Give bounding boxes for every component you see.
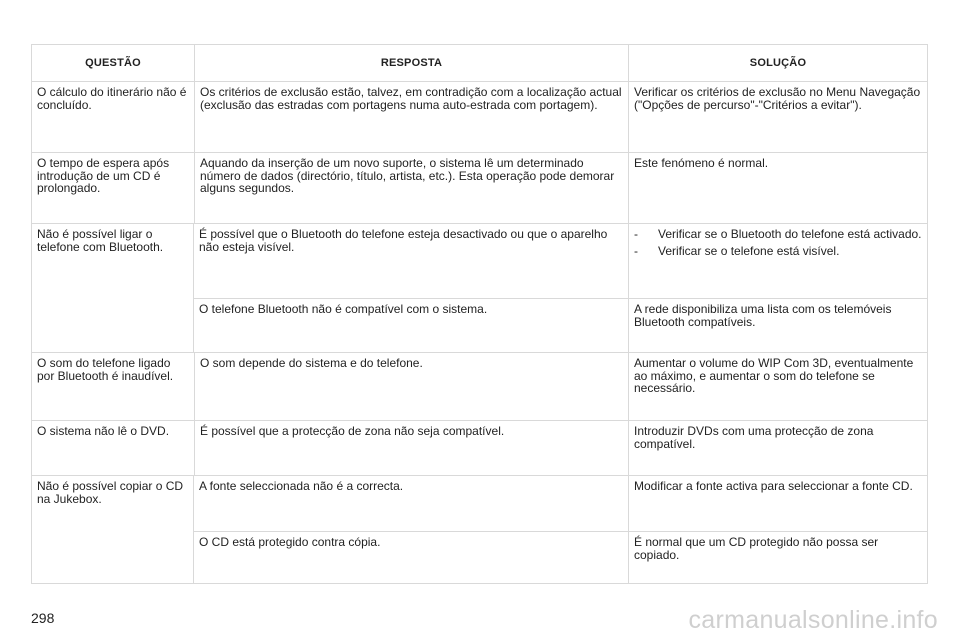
question-cell: Não é possível copiar o CD na Jukebox. [32,476,194,583]
solution-bullet: - Verificar se o telefone está visível. [634,243,840,258]
table-row [32,420,927,475]
question-cell: O sistema não lê o DVD. [37,424,170,438]
header-solution: SOLUÇÃO [628,45,927,81]
solution-cell: Aumentar o volume do WIP Com 3D, eventualmente ao máximo, e aumentar o som do telefone se necessário. [628,353,927,420]
answer-cell: O som depende do sistema e do telefone. [194,353,628,420]
solution-cell: Verificar os critérios de exclusão no Menu Navegação ("Opções de percurso"-"Critérios a evitar"). [628,82,927,152]
answer-cell: A fonte seleccionada não é a correcta. [199,479,404,493]
solution-cell: É normal que um CD protegido não possa ser copiado. [628,532,927,583]
answer-cell: É possível que o Bluetooth do telefone esteja desactivado ou que o aparelho não esteja visível. [199,227,608,254]
troubleshooting-table [31,44,928,584]
header-answer: RESPOSTA [194,45,628,81]
question-cell: Não é possível ligar o telefone com Bluetooth. [32,224,194,352]
table-subrow [194,298,927,352]
table-subrow [194,224,927,298]
answer-cell: O CD está protegido contra cópia. [199,535,381,549]
table-subrow [194,476,927,531]
solution-cell: A rede disponibiliza uma lista com os telemóveis Bluetooth compatíveis. [628,299,927,352]
answer-cell: O telefone Bluetooth não é compatível com o sistema. [199,302,488,316]
question-cell: O som do telefone ligado por Bluetooth é inaudível. [37,356,174,383]
answer-cell: Os critérios de exclusão estão, talvez, em contradição com a localização actual (exclusão das estradas com portagens numa auto-estrada com portagem). [194,82,628,152]
solution-cell [628,224,927,298]
question-cell: O tempo de espera após introdução de um CD é prolongado. [37,156,170,195]
answer-cell: Aquando da inserção de um novo suporte, o sistema lê um determinado número de dados (directório, título, artista, etc.). Esta operação pode demorar alguns segundos. [194,153,628,223]
solution-bullet: - Verificar se o Bluetooth do telefone está activado. [634,227,922,241]
table-row [32,223,927,352]
table-row [32,152,927,223]
table-subrow [194,531,927,583]
solution-cell: Introduzir DVDs com uma protecção de zona compatível. [628,421,927,475]
table-row [32,475,927,583]
table-row [32,81,927,152]
question-cell: O cálculo do itinerário não é concluído. [37,85,187,112]
solution-cell: Este fenómeno é normal. [628,153,927,223]
table-row [32,352,927,420]
header-question: QUESTÃO [85,56,141,69]
answer-cell: É possível que a protecção de zona não seja compatível. [194,421,628,475]
watermark: carmanualsonline.info [688,606,938,634]
solution-cell: Modificar a fonte activa para seleccionar a fonte CD. [628,476,927,531]
table-header-row [32,45,927,81]
page-number: 298 [31,610,55,626]
